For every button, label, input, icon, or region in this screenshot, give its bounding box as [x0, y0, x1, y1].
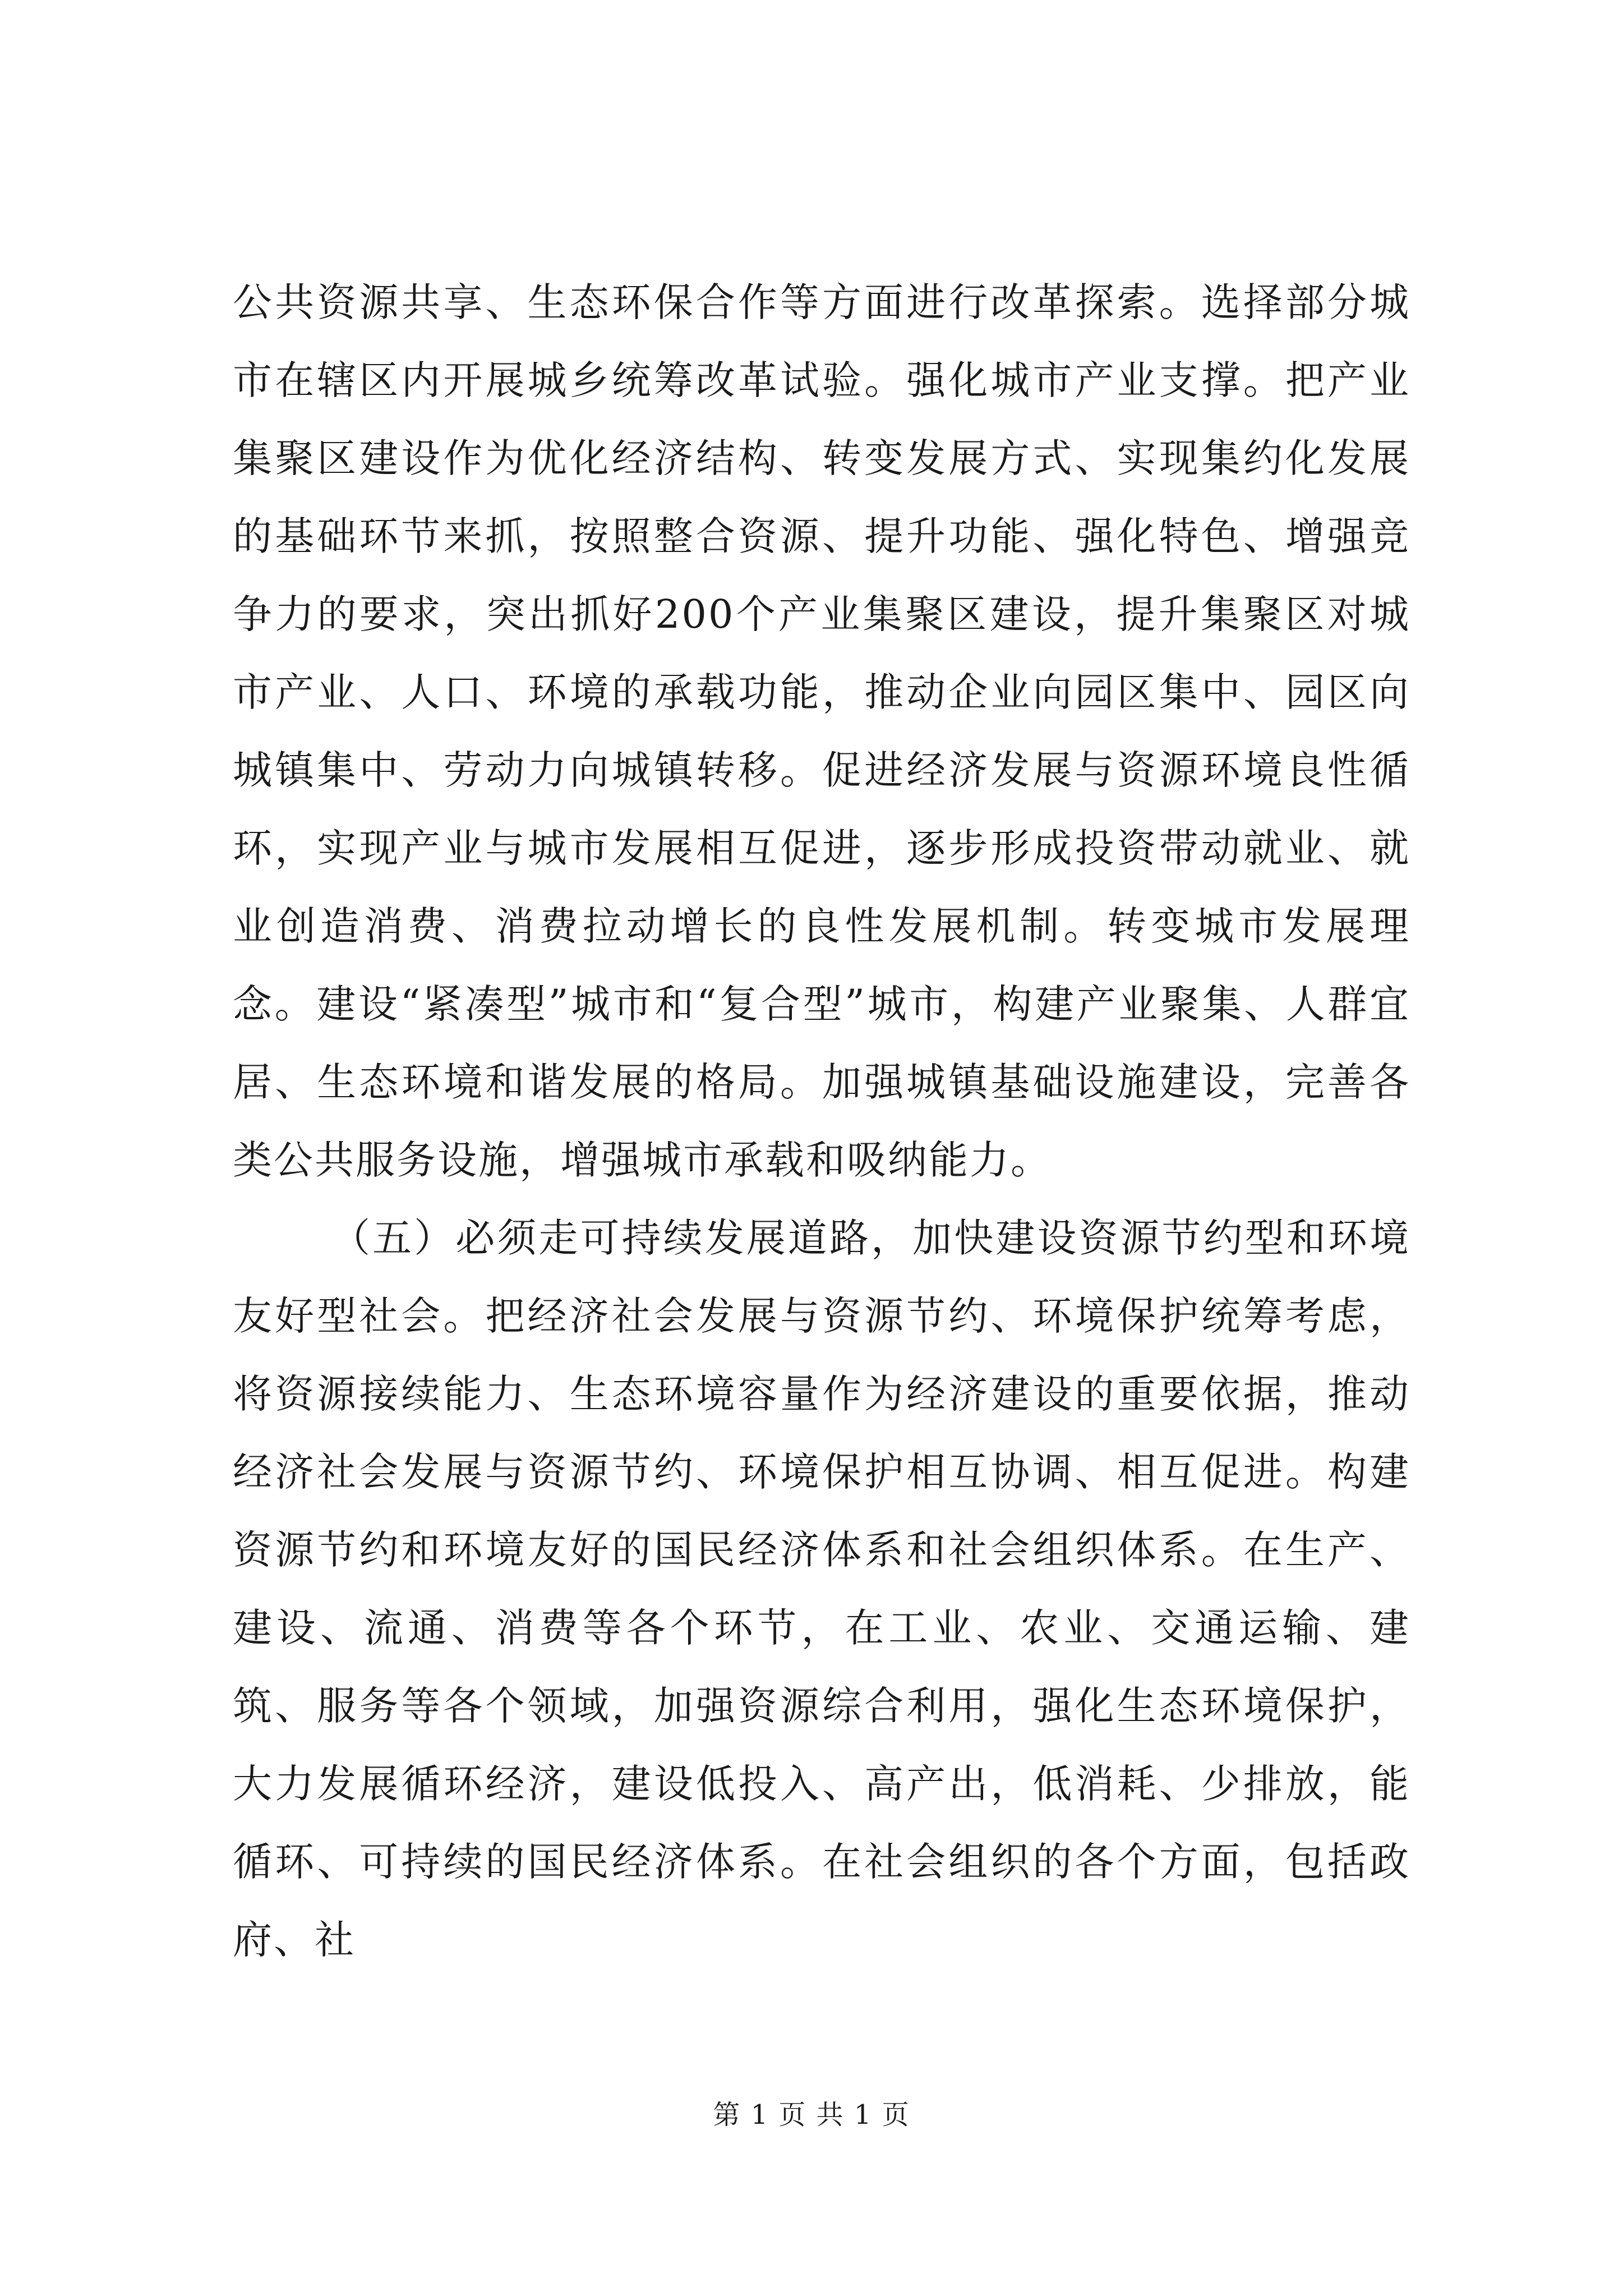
body-paragraph-2: （五）必须走可持续发展道路，加快建设资源节约型和环境友好型社会。把经济社会发展与资源节约、环境保护统筹考虑，将资源接续能力、生态环境容量作为经济建设的重要依据，推动经济社会发展与资源节约、环境保护相互协调、相互促进。构建资源节约和环境友好的国民经济体系和社会组织体系。在生产、建设、流通、消费等各个环节，在工业、农业、交通运输、建筑、服务等各个领域，加强资源综合利用，强化生态环境保护，大力发展循环经济，建设低投入、高产出，低消耗、少排放，能循环、可持续的国民经济体系。在社会组织的各个方面，包括政府、社 [233, 1215, 1410, 1963]
body-paragraph-1: 公共资源共享、生态环保合作等方面进行改革探索。选择部分城市在辖区内开展城乡统筹改革试验。强化城市产业支撑。把产业集聚区建设作为优化经济结构、转变发展方式、实现集约化发展的基础环节来抓，按照整合资源、提升功能、强化特色、增强竞争力的要求，突出抓好200个产业集聚区建设，提升集聚区对城市产业、人口、环境的承载功能，推动企业向园区集中、园区向城镇集中、劳动力向城镇转移。促进经济发展与资源环境良性循环，实现产业与城市发展相互促进，逐步形成投资带动就业、就业创造消费、消费拉动增长的良性发展机制。转变城市发展理念。建设“紧凑型”城市和“复合型”城市，构建产业聚集、人群宜居、生态环境和谐发展的格局。加强城镇基础设施建设，完善各类公共服务设施，增强城市承载和吸纳能力。 [233, 279, 1410, 1183]
document-body [233, 264, 1410, 1979]
page-number-footer: 第 1 页 共 1 页 [713, 2099, 910, 2131]
